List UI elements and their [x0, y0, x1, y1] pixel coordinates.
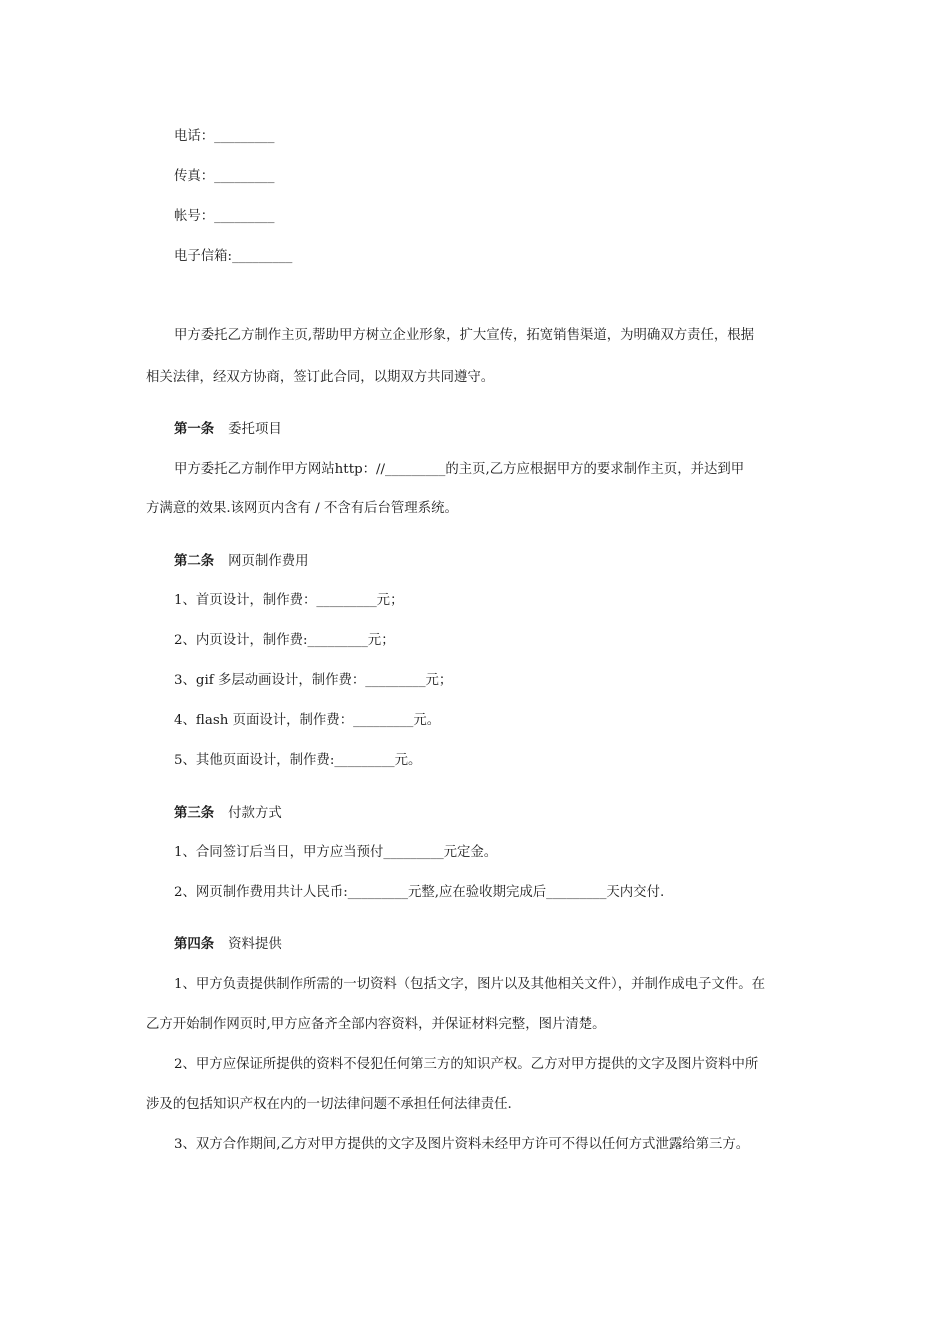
article-2-number: 第二条 [174, 553, 215, 569]
materials-item-1-line-1: 1、甲方负责提供制作所需的一切资料（包括文字，图片以及其他相关文件），并制作成电子文件。在 [174, 977, 766, 992]
article-3-title: 付款方式 [228, 806, 282, 821]
article-4-heading [174, 935, 282, 954]
article-1-line-2: 方满意的效果.该网页内含有 / 不含有后台管理系统。 [146, 501, 458, 516]
intro-line-1: 甲方委托乙方制作主页,帮助甲方树立企业形象，扩大宣传，拓宽销售渠道，为明确双方责任，根据 [174, 328, 755, 343]
account-field: 帐号：_________ [174, 209, 275, 224]
materials-item-2-line-1: 2、甲方应保证所提供的资料不侵犯任何第三方的知识产权。乙方对甲方提供的文字及图片资料中所 [174, 1057, 759, 1072]
materials-item-1-line-2: 乙方开始制作网页时,甲方应备齐全部内容资料，并保证材料完整，图片清楚。 [146, 1017, 606, 1032]
phone-field: 电话：_________ [174, 129, 275, 144]
fee-item-1: 1、首页设计，制作费：_________元； [174, 593, 404, 608]
article-2-title: 网页制作费用 [228, 554, 309, 569]
materials-item-2-line-2: 涉及的包括知识产权在内的一切法律问题不承担任何法律责任. [146, 1097, 512, 1112]
article-1-title: 委托项目 [228, 422, 282, 437]
materials-item-3-line-1: 3、双方合作期间,乙方对甲方提供的文字及图片资料未经甲方许可不得以任何方式泄露给第三方。 [174, 1137, 750, 1152]
fee-item-5: 5、其他页面设计，制作费:_________元。 [174, 753, 422, 768]
article-1-number: 第一条 [174, 421, 215, 437]
article-4-number: 第四条 [174, 936, 215, 952]
article-3-heading [174, 804, 282, 823]
fax-field: 传真：_________ [174, 169, 275, 184]
fee-item-2: 2、内页设计，制作费:_________元； [174, 633, 395, 648]
article-2-heading [174, 552, 309, 571]
article-3-number: 第三条 [174, 805, 215, 821]
email-field: 电子信箱:_________ [174, 249, 293, 264]
payment-item-2: 2、网页制作费用共计人民币:_________元整,应在验收期完成后_________天内交付. [174, 885, 665, 900]
fee-item-4: 4、flash 页面设计，制作费：_________元。 [174, 713, 441, 728]
article-1-heading [174, 420, 282, 439]
intro-line-2: 相关法律，经双方协商，签订此合同，以期双方共同遵守。 [146, 370, 495, 385]
article-4-title: 资料提供 [228, 937, 282, 952]
payment-item-1: 1、合同签订后当日，甲方应当预付_________元定金。 [174, 845, 498, 860]
fee-item-3: 3、gif 多层动画设计，制作费：_________元； [174, 673, 453, 688]
article-1-line-1: 甲方委托乙方制作甲方网站http：//_________的主页,乙方应根据甲方的要求制作主页，并达到甲 [174, 462, 745, 477]
